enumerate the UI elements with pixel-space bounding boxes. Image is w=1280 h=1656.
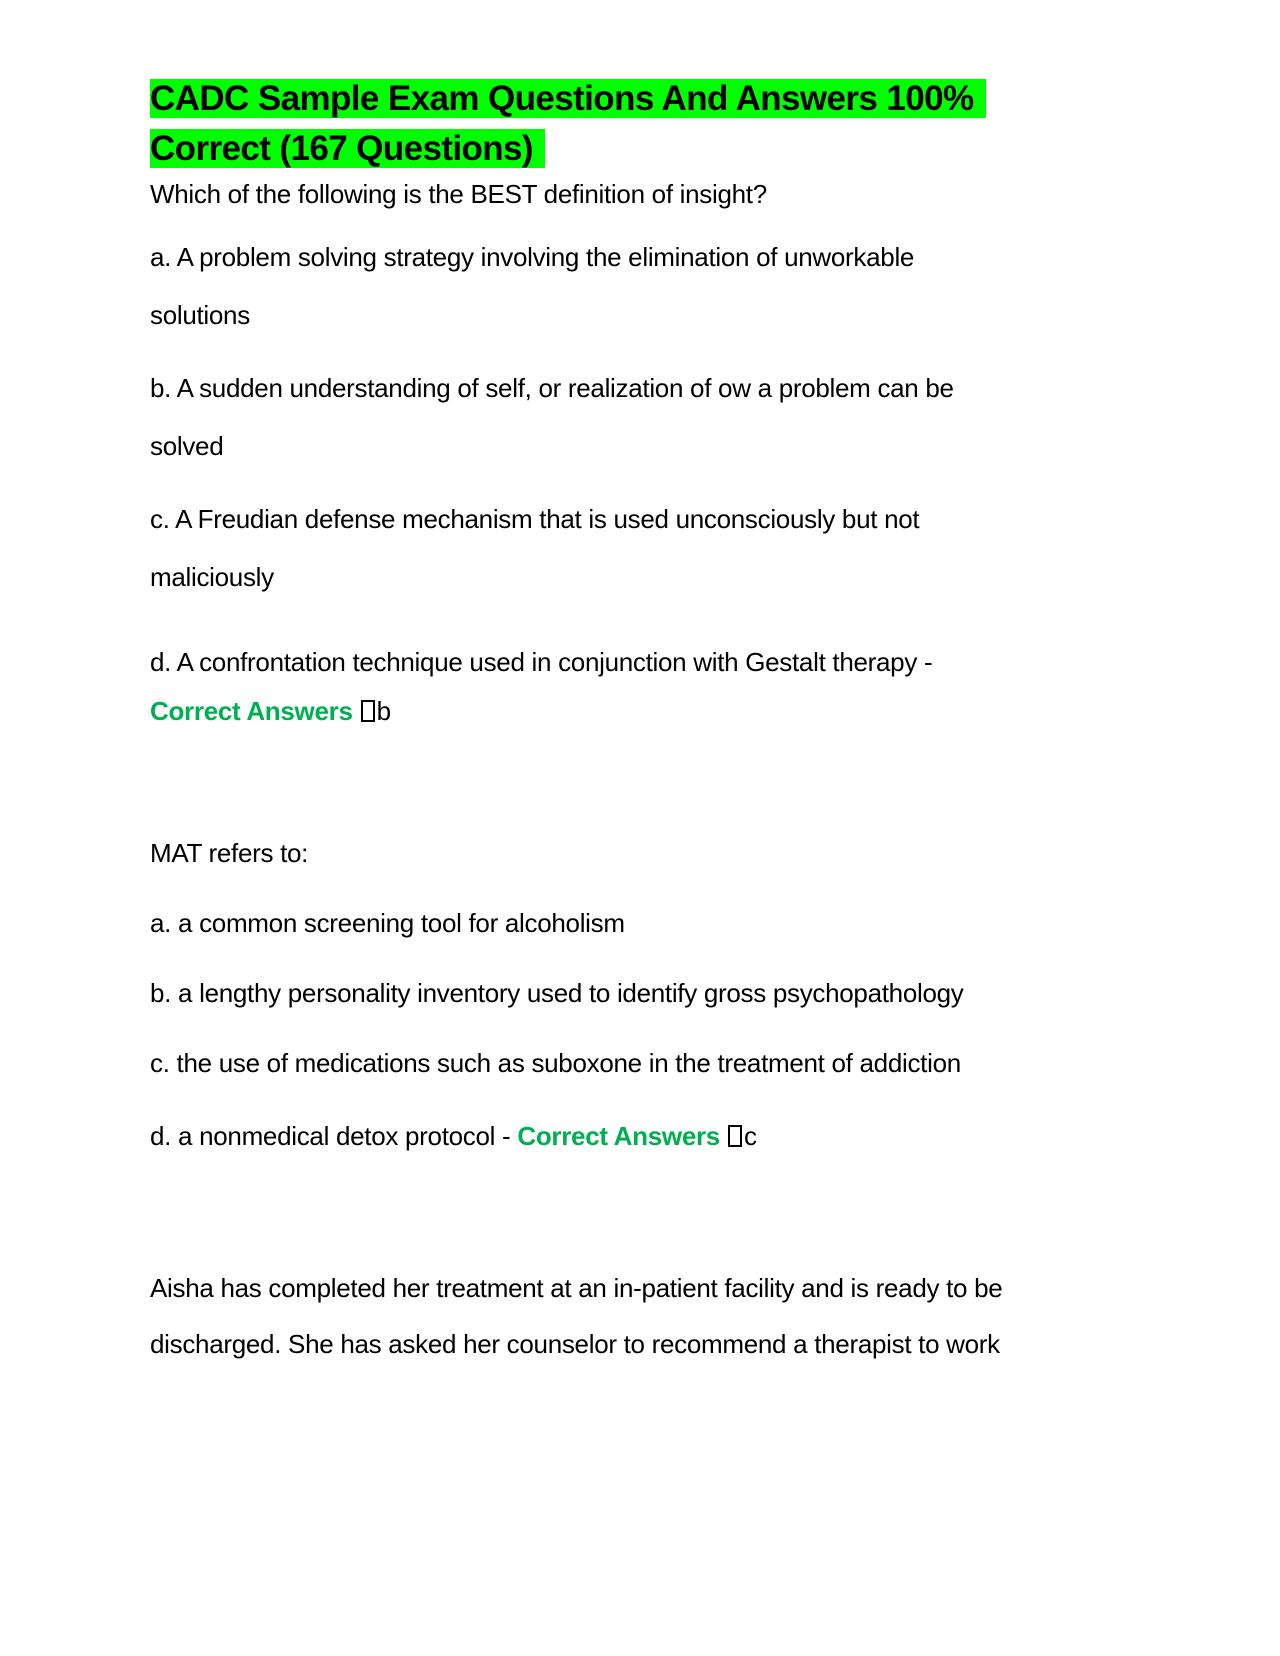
question-2-option-a: a. a common screening tool for alcoholism [150, 908, 625, 938]
title-line-2: Correct (167 Questions) [150, 129, 545, 168]
question-1-option-a [150, 228, 1140, 344]
option-c-line-2: maliciously [150, 562, 274, 592]
question-1-option-d: d. A confrontation technique used in conjunction with Gestalt therapy - [150, 647, 933, 677]
option-b-line-2: solved [150, 431, 224, 461]
option-c-line-1: c. A Freudian defense mechanism that is used unconsciously but not [150, 504, 920, 534]
question-1-answer [150, 693, 1140, 729]
question-2-option-c: c. the use of medications such as suboxone in the treatment of addiction [150, 1048, 961, 1078]
question-3-line-2: discharged. She has asked her counselor to recommend a therapist to work [150, 1329, 1000, 1359]
option-a-line-1: a. A problem solving strategy involving the elimination of unworkable [150, 242, 915, 272]
option-b-line-1: b. A sudden understanding of self, or realization of ow a problem can be [150, 373, 954, 403]
question-2-prompt: MAT refers to: [150, 838, 309, 868]
title-line-1: CADC Sample Exam Questions And Answers 100% [150, 79, 986, 118]
question-spacer [150, 729, 1140, 835]
question-2-option-b: b. a lengthy personality inventory used to identify gross psychopathology [150, 978, 964, 1008]
question-1-option-c [150, 490, 1140, 606]
missing-glyph-box-icon [361, 700, 375, 722]
document-content [150, 74, 1140, 1372]
question-spacer [150, 1154, 1140, 1260]
question-3-prompt [150, 1260, 1140, 1372]
correct-answers-label: Correct Answers [517, 1121, 720, 1151]
question-1-prompt: Which of the following is the BEST definition of insight? [150, 179, 767, 209]
document-title [150, 74, 1140, 174]
question-1-option-b [150, 359, 1140, 475]
correct-answers-label: Correct Answers [150, 696, 353, 726]
missing-glyph-box-icon [728, 1125, 742, 1147]
option-a-line-2: solutions [150, 300, 250, 330]
question-2-option-d [150, 1118, 1140, 1154]
option-d-text: d. a nonmedical detox protocol - [150, 1121, 511, 1151]
correct-answer-value: c [743, 1121, 757, 1151]
question-3-line-1: Aisha has completed her treatment at an in-patient facility and is ready to be [150, 1273, 1003, 1303]
correct-answer-value: b [376, 696, 391, 726]
